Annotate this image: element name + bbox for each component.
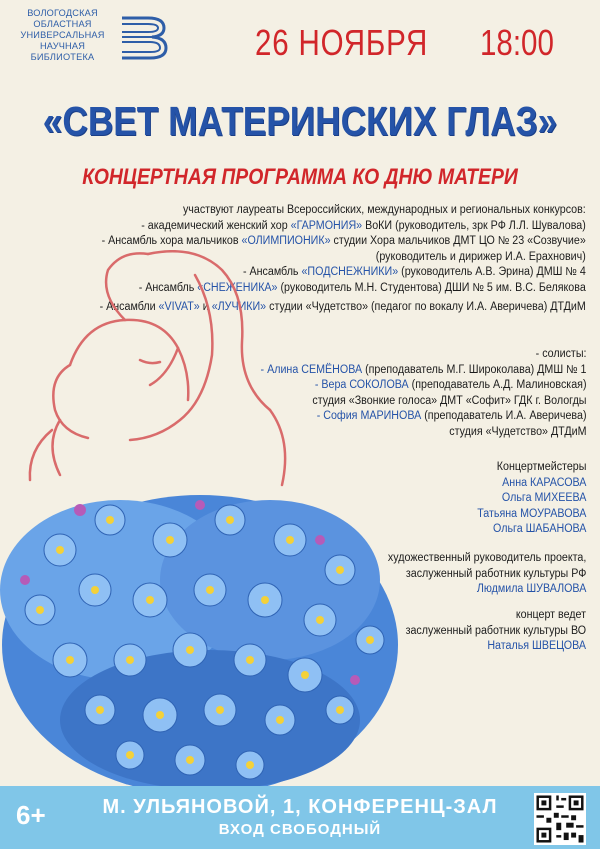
accompanists-heading: Концертмейстеры bbox=[496, 461, 586, 473]
director-title: заслуженный работник культуры РФ bbox=[405, 567, 586, 580]
event-date: 26 НОЯБРЯ bbox=[255, 22, 429, 63]
director-name: Людмила ШУВАЛОВА bbox=[476, 583, 586, 595]
qr-code-icon[interactable] bbox=[534, 793, 586, 845]
ensemble-name: «ГАРМОНИЯ» bbox=[290, 219, 363, 232]
event-address: М. УЛЬЯНОВОЙ, 1, КОНФЕРЕНЦ-ЗАЛ bbox=[102, 796, 498, 818]
soloist-line: - София МАРИНОВА (преподаватель И.А. Аверичева) bbox=[316, 410, 586, 422]
entry-info: ВХОД СВОБОДНЫЙ bbox=[218, 821, 382, 838]
library-name-line: БИБЛИОТЕКА bbox=[30, 52, 95, 62]
ensemble-name: «СНЕЖЕНИКА» bbox=[197, 281, 278, 294]
director-block bbox=[388, 551, 586, 598]
library-name-line: ОБЛАСТНАЯ bbox=[33, 19, 92, 29]
library-name-line: НАУЧНАЯ bbox=[39, 41, 86, 51]
soloist-name: - Вера СОКОЛОВА bbox=[314, 379, 409, 391]
host-role: концерт ведет bbox=[515, 609, 586, 621]
library-logo-icon bbox=[118, 12, 170, 64]
accompanist-name: Ольга ШАБАНОВА bbox=[492, 523, 586, 535]
ensemble-name: «ОЛИМПИОНИК» bbox=[241, 235, 331, 247]
accompanist-name: Анна КАРАСОВА bbox=[501, 476, 586, 489]
ensemble-name: «ЛУЧИКИ» bbox=[211, 301, 267, 313]
forget-me-not-flowers bbox=[0, 495, 398, 790]
accompanist-name: Ольга МИХЕЕВА bbox=[501, 492, 586, 504]
library-name bbox=[10, 8, 115, 63]
participant-line: - Ансамбль «ПОДСНЕЖНИКИ» (руководитель А.В. Эрина) ДМШ № 4 bbox=[243, 266, 586, 278]
soloist-line: студия «Чудетство» ДТДиМ bbox=[448, 425, 586, 438]
host-block bbox=[406, 608, 586, 655]
library-logo bbox=[10, 8, 170, 78]
age-rating: 6+ bbox=[16, 800, 46, 830]
library-name-line: ВОЛОГОДСКАЯ bbox=[27, 8, 98, 18]
host-title: заслуженный работник культуры ВО bbox=[405, 624, 586, 637]
soloist-name: - София МАРИНОВА bbox=[316, 410, 421, 422]
library-name-line: УНИВЕРСАЛЬНАЯ bbox=[20, 30, 105, 40]
footer-bar bbox=[0, 786, 600, 849]
mother-child-illustration bbox=[0, 250, 400, 790]
event-title: «СВЕТ МАТЕРИНСКИХ ГЛАЗ» bbox=[42, 98, 558, 144]
ensemble-name: «ПОДСНЕЖНИКИ» bbox=[301, 266, 399, 278]
soloist-line: - Вера СОКОЛОВА (преподаватель А.Д. Малиновская) bbox=[314, 379, 586, 391]
soloist-line: студия «Звонкие голоса» ДМТ «Софит» ГДК г. Вологды bbox=[311, 394, 586, 407]
participant-line: - Ансамбль «СНЕЖЕНИКА» (руководитель М.Н. Студентова) ДШИ № 5 им. В.С. Белякова bbox=[138, 281, 586, 294]
accompanist-name: Татьяна МОУРАВОВА bbox=[476, 507, 586, 520]
accompanists-block bbox=[477, 460, 586, 538]
soloist-line: - Алина СЕМЁНОВА (преподаватель М.Г. Широколава) ДМШ № 1 bbox=[260, 363, 586, 376]
ensemble-name: «VIVAT» bbox=[158, 301, 200, 313]
participant-line: - академический женский хор «ГАРМОНИЯ» ВоКИ (руководитель, зрк РФ Л.Л. Шувалова) bbox=[141, 219, 586, 232]
event-time: 18:00 bbox=[480, 22, 554, 63]
director-role: художественный руководитель проекта, bbox=[387, 552, 586, 564]
host-name: Наталья ШВЕЦОВА bbox=[487, 640, 586, 652]
soloist-name: - Алина СЕМЁНОВА bbox=[260, 363, 362, 376]
participant-line: - Ансамбли «VIVAT» и «ЛУЧИКИ» студии «Чудетство» (педагог по вокалу И.А. Аверичева) ДТДиМ bbox=[99, 301, 586, 313]
participant-line: (руководитель и дирижер И.А. Ерахнович) bbox=[376, 250, 586, 263]
participants-intro: участвуют лауреаты Всероссийских, международных и региональных конкурсов: bbox=[183, 204, 586, 216]
event-subtitle: КОНЦЕРТНАЯ ПРОГРАММА КО ДНЮ МАТЕРИ bbox=[82, 164, 518, 189]
participant-line: - Ансамбль хора мальчиков «ОЛИМПИОНИК» студии Хора мальчиков ДМТ ЦО № 23 «Созвучие» bbox=[101, 235, 586, 247]
soloists-heading: - солисты: bbox=[535, 348, 586, 360]
